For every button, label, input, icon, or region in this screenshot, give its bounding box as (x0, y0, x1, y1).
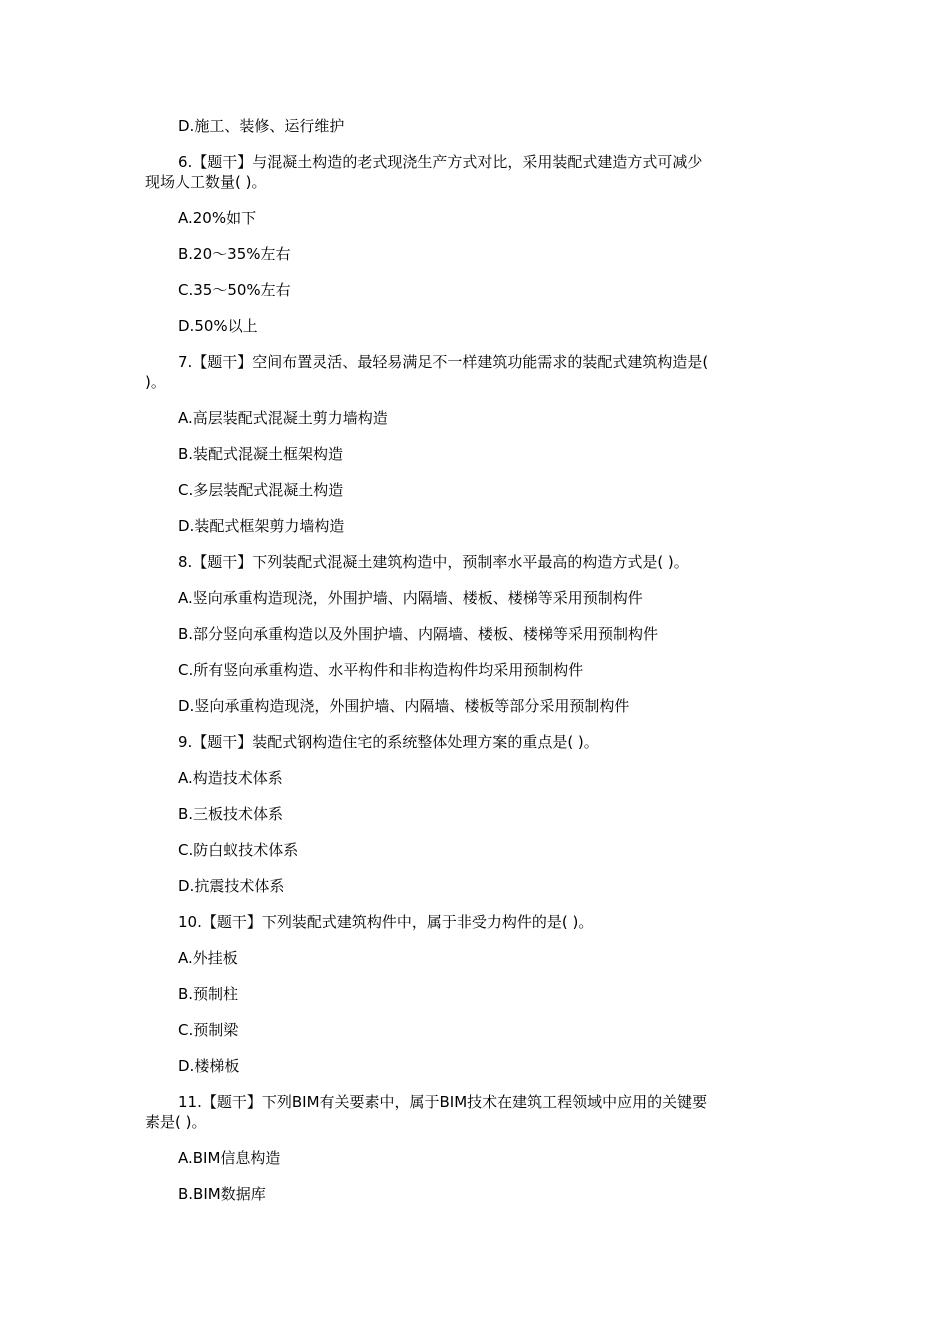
option-b-q9: B.三板技术体系 (178, 805, 284, 823)
question-11-stem: 11.【题干】下列BIM有关要素中，属于BIM技术在建筑工程领域中应用的关键要 (178, 1093, 708, 1111)
option-b-q11: B.BIM数据库 (178, 1185, 266, 1203)
option-d-q10: D.楼梯板 (178, 1057, 240, 1075)
option-b-q8: B.部分竖向承重构造以及外围护墙、内隔墙、楼板、楼梯等采用预制构件 (178, 625, 659, 643)
option-a-q8: A.竖向承重构造现浇，外围护墙、内隔墙、楼板、楼梯等采用预制构件 (178, 589, 643, 607)
question-6-stem: 6.【题干】与混凝土构造的老式现浇生产方式对比，采用装配式建造方式可减少 (178, 153, 703, 171)
option-c-q10: C.预制梁 (178, 1021, 239, 1039)
option-d-q9: D.抗震技术体系 (178, 877, 285, 895)
question-9-stem: 9.【题干】装配式钢构造住宅的系统整体处理方案的重点是( )。 (178, 733, 599, 751)
option-b-q10: B.预制柱 (178, 985, 239, 1003)
option-b-q6: B.20～35%左右 (178, 245, 291, 263)
option-a-q9: A.构造技术体系 (178, 769, 283, 787)
option-d-q8: D.竖向承重构造现浇，外围护墙、内隔墙、楼板等部分采用预制构件 (178, 697, 630, 715)
option-d-q5: D.施工、装修、运行维护 (178, 117, 345, 135)
option-b-q7: B.装配式混凝土框架构造 (178, 445, 344, 463)
question-7-stem: 7.【题干】空间布置灵活、最轻易满足不一样建筑功能需求的装配式建筑构造是( (178, 353, 709, 371)
question-8-stem: 8.【题干】下列装配式混凝土建筑构造中，预制率水平最高的构造方式是( )。 (178, 553, 689, 571)
question-11-stem-cont: 素是( )。 (145, 1113, 207, 1131)
option-c-q6: C.35～50%左右 (178, 281, 291, 299)
option-c-q8: C.所有竖向承重构造、水平构件和非构造构件均采用预制构件 (178, 661, 584, 679)
question-6-stem-cont: 现场人工数量( )。 (145, 173, 267, 191)
option-d-q7: D.装配式框架剪力墙构造 (178, 517, 345, 535)
option-a-q10: A.外挂板 (178, 949, 238, 967)
question-10-stem: 10.【题干】下列装配式建筑构件中，属于非受力构件的是( )。 (178, 913, 594, 931)
option-a-q11: A.BIM信息构造 (178, 1149, 281, 1167)
option-c-q7: C.多层装配式混凝土构造 (178, 481, 344, 499)
option-a-q7: A.高层装配式混凝土剪力墙构造 (178, 409, 388, 427)
option-d-q6: D.50%以上 (178, 317, 258, 335)
question-7-stem-cont: )。 (145, 373, 166, 391)
option-c-q9: C.防白蚁技术体系 (178, 841, 299, 859)
option-a-q6: A.20%如下 (178, 209, 257, 227)
